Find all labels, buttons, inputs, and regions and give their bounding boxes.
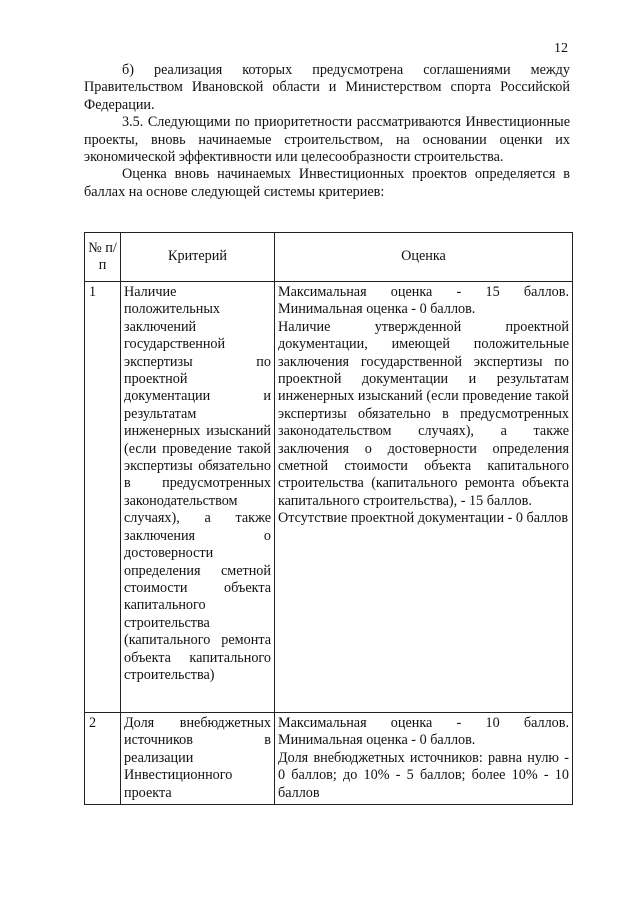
criteria-table [84,232,573,805]
score-line: Доля внебюджетных источников: равна нулю - 0 баллов; до 10% - 5 баллов; более 10% - 10 баллов [278,749,569,801]
body-text [84,62,570,201]
header-score: Оценка [275,233,573,282]
header-criterion: Критерий [121,233,275,282]
score-line: Отсутствие проектной документации - 0 баллов [278,510,569,527]
row-num: 2 [85,713,121,805]
table-row [85,713,573,805]
paragraph-evaluation: Оценка вновь начинаемых Инвестиционных проектов определяется в баллах на основе следующей системы критериев: [84,166,570,200]
row-score [275,713,573,805]
row-criterion: Наличие положительных заключений государственной экспертизы по проектной документации и результатам инженерных изысканий (если проведение такой экспертизы обязательно в предусмотренных законодательством случаях), а также заключения о достоверности определения сметной стоимости объекта капитального строительства (капитального ремонта объекта капитального строительства) [121,282,275,713]
score-line: Максимальная оценка - 10 баллов. Минимальная оценка - 0 баллов. [278,715,569,749]
page-number: 12 [554,41,568,56]
row-num: 1 [85,282,121,713]
paragraph-b: б) реализация которых предусмотрена соглашениями между Правительством Ивановской области и Министерством спорта Российской Федерации. [84,62,570,113]
score-line: Максимальная оценка - 15 баллов. Минимальная оценка - 0 баллов. [278,284,569,318]
row-score [275,282,573,713]
header-num: № п/п [85,233,121,282]
score-line: Наличие утвержденной проектной документации, имеющей положительные заключения государственной экспертизы по проектной документации и результатам инженерных изысканий (если проведение такой экспертизы обязательно в предусмотренных законодательством случаях), а также заключения о достоверности определения сметной стоимости объекта капитального строительства (капитального ремонта объекта капитального строительства), - 15 баллов. [278,318,569,509]
table-row [85,282,573,713]
row-criterion: Доля внебюджетных источников в реализации Инвестиционного проекта [121,713,275,805]
table-header-row [85,233,573,282]
paragraph-3-5: 3.5. Следующими по приоритетности рассматриваются Инвестиционные проекты, вновь начинаемые строительством, на основании оценки их экономической эффективности или целесообразности строительства. [84,114,570,166]
